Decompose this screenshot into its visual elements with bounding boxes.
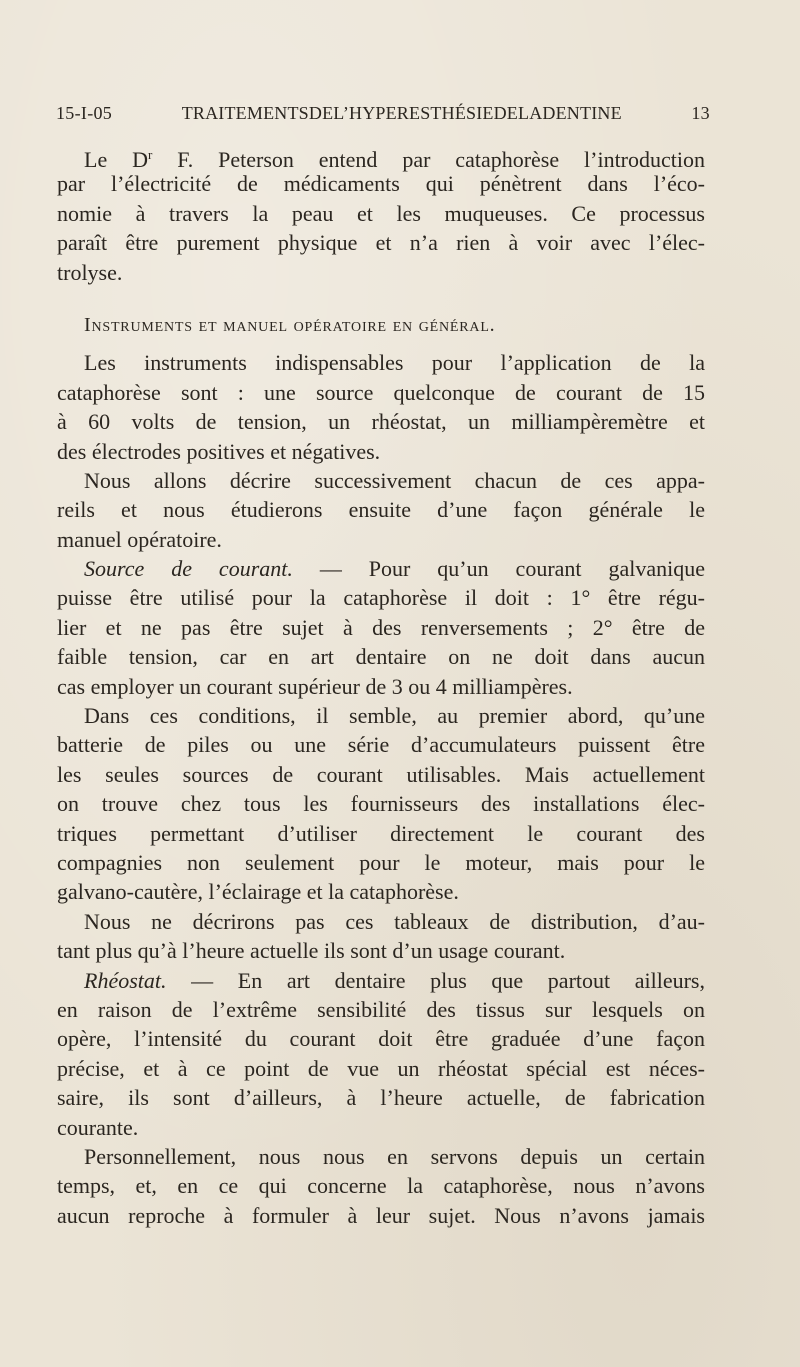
text-fragment: F. Peterson entend par cataphorèse l’introduction <box>152 147 706 172</box>
paragraph-conditions <box>57 701 705 907</box>
text-line: cataphorèse sont : une source quelconque de courant de 15 <box>57 379 705 405</box>
subsection-title: Rhéostat. <box>84 967 167 993</box>
text-line: aucun reproche à formuler à leur sujet. Nous n’avons jamais <box>57 1202 705 1228</box>
header-date: 15-I-05 <box>56 103 113 123</box>
text-line: temps, et, en ce qui concerne la cataphorèse, nous n’avons <box>57 1173 705 1199</box>
text-line: puisse être utilisé pour la cataphorèse il doit : 1° être régu- <box>57 585 705 611</box>
text-line: on trouve chez tous les fournisseurs des installations élec- <box>57 791 705 817</box>
text-line: saire, ils sont d’ailleurs, à l’heure actuelle, de fabrication <box>57 1085 705 1111</box>
page-number: 13 <box>691 103 710 123</box>
text-line: compagnies non seulement pour le moteur, mais pour le <box>57 849 705 875</box>
text-line: Personnellement, nous nous en servons depuis un certain <box>84 1143 705 1169</box>
spacer <box>57 340 705 348</box>
text-line: opère, l’intensité du courant doit être graduée d’une façon <box>57 1026 705 1052</box>
spacer <box>57 287 705 311</box>
text-line: nomie à travers la peau et les muqueuses. Ce processus <box>57 200 705 226</box>
text-line: trolyse. <box>57 259 123 285</box>
header-title: TRAITEMENTSDEL’HYPERESTHÉSIEDELADENTINE <box>181 103 622 123</box>
paragraph-rheostat <box>57 966 705 1142</box>
paragraph-tableaux <box>57 907 705 966</box>
text-line: Nous ne décrirons pas ces tableaux de distribution, d’au- <box>84 908 705 934</box>
text-line: galvano-cautère, l’éclairage et la cataphorèse. <box>57 879 459 905</box>
text-line: les seules sources de courant utilisables. Mais actuellement <box>57 761 705 787</box>
text-line: manuel opératoire. <box>57 526 222 552</box>
text-line: lier et ne pas être sujet à des renversements ; 2° être de <box>57 614 705 640</box>
paragraph-description <box>57 466 705 554</box>
text-line: par l’électricité de médicaments qui pénètrent dans l’éco- <box>57 171 705 197</box>
text-line: tant plus qu’à l’heure actuelle ils sont d’un usage courant. <box>57 938 566 964</box>
text-line: paraît être purement physique et n’a rien à voir avec l’élec- <box>57 230 705 256</box>
superscript: r <box>148 147 153 162</box>
text-line: reils et nous étudierons ensuite d’une façon générale le <box>57 497 705 523</box>
running-header <box>56 103 710 133</box>
text-line <box>57 554 705 583</box>
paragraph-source-de-courant <box>57 554 705 701</box>
text-line: Dans ces conditions, il semble, au premier abord, qu’une <box>84 703 705 729</box>
text-line: batterie de piles ou une série d’accumulateurs puissent être <box>57 732 705 758</box>
text-line: courante. <box>57 1114 139 1140</box>
text-line: à 60 volts de tension, un rhéostat, un milliampèremètre et <box>57 409 705 435</box>
text-fragment: — En art dentaire plus que partout ailleurs, <box>166 967 705 993</box>
section-heading: Instruments et manuel opératoire en général. <box>84 313 496 336</box>
text-line: triques permettant d’utiliser directement le courant des <box>57 820 705 846</box>
text-line: des électrodes positives et négatives. <box>57 438 381 464</box>
paragraph-personnellement <box>57 1142 705 1230</box>
paragraph-instruments <box>57 348 705 466</box>
page-body <box>57 140 705 1230</box>
text-line: Nous allons décrire successivement chacun de ces appa- <box>84 467 705 493</box>
text-line: faible tension, car en art dentaire on ne doit dans aucun <box>57 644 705 670</box>
text-line <box>57 966 705 995</box>
text-line: en raison de l’extrême sensibilité des tissus sur lesquels on <box>57 996 705 1022</box>
text-line: cas employer un courant supérieur de 3 ou 4 milliampères. <box>57 673 573 699</box>
paragraph-peterson <box>57 140 705 287</box>
text-line <box>57 140 706 172</box>
text-line: précise, et à ce point de vue un rhéostat spécial est néces- <box>57 1055 705 1081</box>
text-fragment: Le D <box>84 147 148 172</box>
text-line: Les instruments indispensables pour l’application de la <box>84 350 705 376</box>
subsection-title: Source de courant. <box>84 556 293 582</box>
text-fragment: — Pour qu’un courant galvanique <box>292 556 705 582</box>
